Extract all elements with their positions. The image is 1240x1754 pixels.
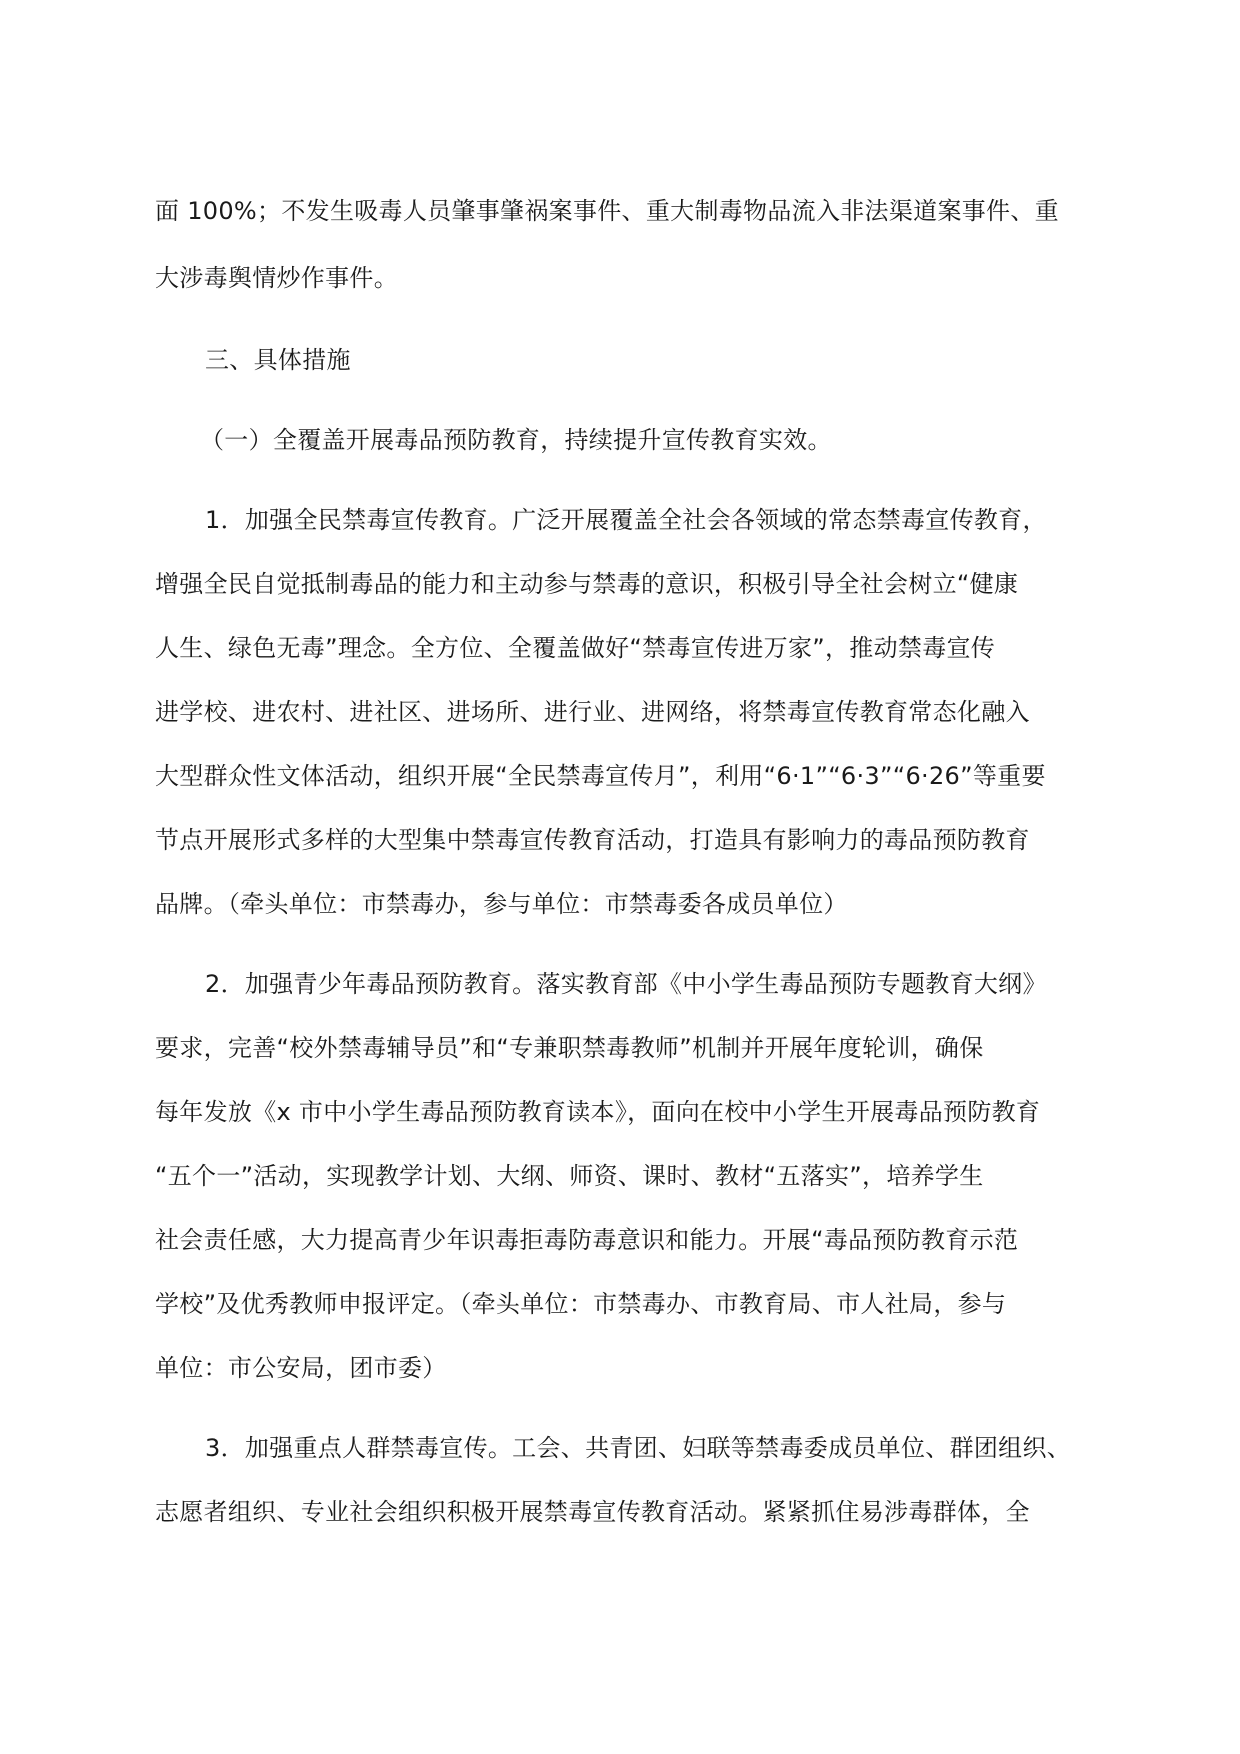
text-line: “五个一”活动，实现教学计划、大纲、师资、课时、教材“五落实”，培养学生 (155, 1162, 984, 1190)
text-line: 人生、绿色无毒”理念。全方位、全覆盖做好“禁毒宣传进万家”，推动禁毒宣传 (155, 634, 996, 662)
text-line: 单位：市公安局，团市委） (155, 1354, 447, 1382)
text-line: 志愿者组织、专业社会组织积极开展禁毒宣传教育活动。紧紧抓住易涉毒群体，全 (155, 1498, 1030, 1526)
text-line: 大涉毒舆情炒作事件。 (155, 264, 398, 292)
text-line: 大型群众性文体活动，组织开展“全民禁毒宣传月”，利用“6·1”“6·3”“6·26”等重要 (155, 762, 1046, 790)
text-line: 面 100%；不发生吸毒人员肇事肇祸案事件、重大制毒物品流入非法渠道案事件、重 (155, 197, 1059, 225)
subsection-heading: （一）全覆盖开展毒品预防教育，持续提升宣传教育实效。 (200, 426, 832, 454)
text-line: 增强全民自觉抵制毒品的能力和主动参与禁毒的意识，积极引导全社会树立“健康 (155, 570, 1019, 598)
text-line: 品牌。（牵头单位：市禁毒办，参与单位：市禁毒委各成员单位） (155, 890, 848, 918)
text-line: 2．加强青少年毒品预防教育。落实教育部《中小学生毒品预防专题教育大纲》 (205, 970, 1047, 998)
text-line: 进学校、进农村、进社区、进场所、进行业、进网络，将禁毒宣传教育常态化融入 (155, 698, 1030, 726)
text-line: 每年发放《x 市中小学生毒品预防教育读本》，面向在校中小学生开展毒品预防教育 (155, 1098, 1041, 1126)
text-line: 学校”及优秀教师申报评定。（牵头单位：市禁毒办、市教育局、市人社局，参与 (155, 1290, 1007, 1318)
text-line: 3．加强重点人群禁毒宣传。工会、共青团、妇联等禁毒委成员单位、群团组织、 (205, 1434, 1072, 1462)
text-line: 社会责任感，大力提高青少年识毒拒毒防毒意识和能力。开展“毒品预防教育示范 (155, 1226, 1019, 1254)
text-line: 1．加强全民禁毒宣传教育。广泛开展覆盖全社会各领域的常态禁毒宣传教育， (205, 506, 1047, 534)
section-heading: 三、具体措施 (205, 346, 351, 374)
text-line: 要求，完善“校外禁毒辅导员”和“专兼职禁毒教师”机制并开展年度轮训，确保 (155, 1034, 984, 1062)
text-line: 节点开展形式多样的大型集中禁毒宣传教育活动，打造具有影响力的毒品预防教育 (155, 826, 1030, 854)
